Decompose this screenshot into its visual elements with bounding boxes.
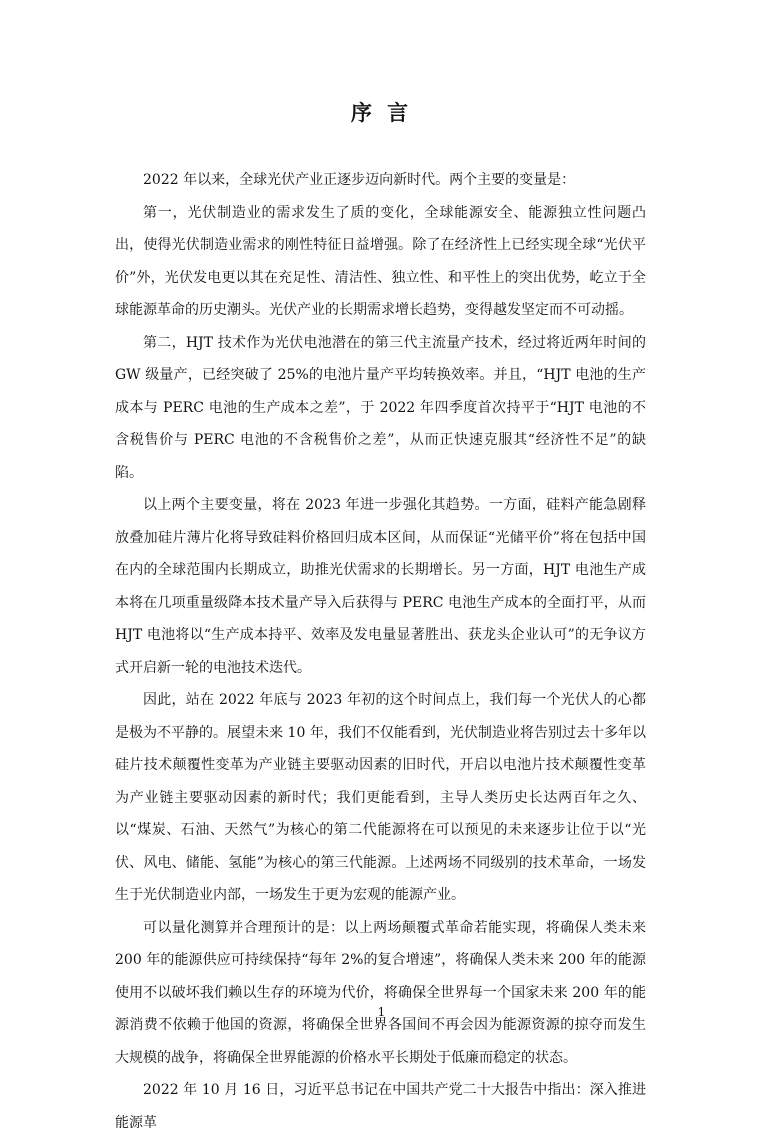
paragraph: 2022 年 10 月 16 日，习近平总书记在中国共产党二十大报告中指出：深入推进能源革 bbox=[115, 1082, 646, 1131]
paragraph: 以上两个主要变量，将在 2023 年进一步强化其趋势。一方面，硅料产能急剧释放叠加硅片薄片化将导致硅料价格回归成本区间，从而保证“光储平价”将在包括中国在内的全球范围内长期成立，助推光伏需求的长期增长。另一方面，HJT 电池生产成本将在几项重量级降本技术量产导入后获得与 PERC 电池生产成本的全面打平，从而 HJT 电池将以“生产成本持平、效率及发电量显著胜出、获龙头企业认可”的无争议方式开启新一轮的电池技术迭代。 bbox=[115, 497, 646, 676]
paragraph: 2022 年以来，全球光伏产业正逐步迈向新时代。两个主要的变量是： bbox=[143, 172, 576, 188]
paragraph: 因此，站在 2022 年底与 2023 年初的这个时间点上，我们每一个光伏人的心都是极为不平静的。展望未来 10 年，我们不仅能看到，光伏制造业将告别过去十多年以硅片技术颠覆性变革为产业链主要驱动因素的旧时代，开启以电池片技术颠覆性变革为产业链主要驱动因素的新时代；我们更能看到，主导人类历史长达两百年之久、以“煤炭、石油、天然气”为核心的第二代能源将在可以预见的未来逐步让位于以“光伏、风电、储能、氢能”为核心的第三代能源。上述两场不同级别的技术革命，一场发生于光伏制造业内部，一场发生于更为宏观的能源产业。 bbox=[115, 692, 646, 903]
paragraph: 第一，光伏制造业的需求发生了质的变化，全球能源安全、能源独立性问题凸出，使得光伏制造业需求的刚性特征日益增强。除了在经济性上已经实现全球“光伏平价”外，光伏发电更以其在充足性、清洁性、独立性、和平性上的突出优势，屹立于全球能源革命的历史潮头。光伏产业的长期需求增长趋势，变得越发坚定而不可动摇。 bbox=[115, 204, 646, 318]
paragraph: 第二，HJT 技术作为光伏电池潜在的第三代主流量产技术，经过将近两年时间的 GW 级量产，已经突破了 25%的电池片量产平均转换效率。并且，“HJT 电池的生产成本与 PERC 电池的生产成本之差”，于 2022 年四季度首次持平于“HJT 电池的不含税售价与 PERC 电池的不含税售价之差”，从而正快速克服其“经济性不足”的缺陷。 bbox=[115, 334, 646, 481]
preface-body bbox=[115, 164, 646, 1139]
paragraph: 可以量化测算并合理预计的是：以上两场颠覆式革命若能实现，将确保人类未来 200 年的能源供应可持续保持“每年 2%的复合增速”，将确保人类未来 200 年的能源使用不以破坏我们赖以生存的环境为代价，将确保全世界每一个国家未来 200 年的能源消费不依赖于他国的资源，将确保全世界各国间不再会因为能源资源的掠夺而发生大规模的战争，将确保全世界能源的价格水平长期处于低廉而稳定的状态。 bbox=[115, 919, 646, 1066]
page-title: 序 言 bbox=[350, 101, 413, 125]
page-number: 1 bbox=[377, 1005, 386, 1019]
